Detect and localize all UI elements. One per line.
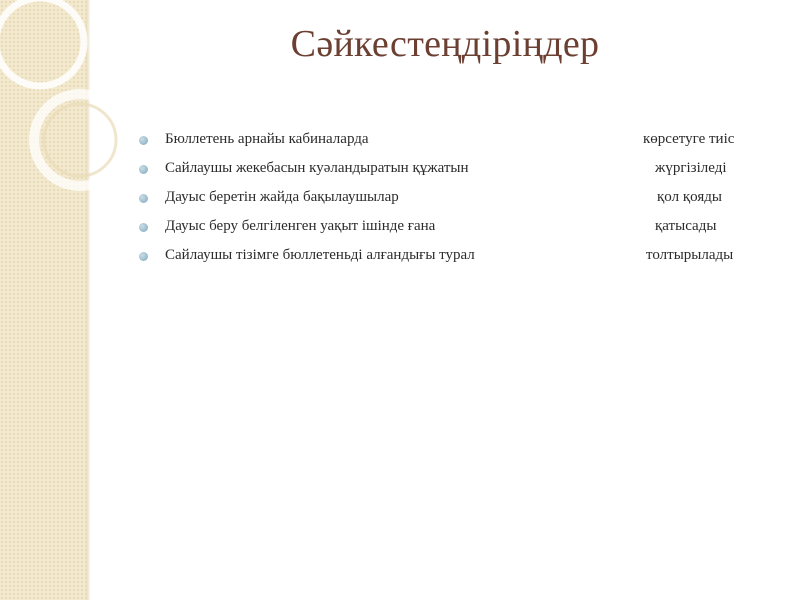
list-item <box>135 247 775 276</box>
item-right-text: қол қояды <box>657 189 722 205</box>
list-item <box>135 131 775 160</box>
item-left-text: Бюллетень арнайы кабиналарда <box>165 131 369 147</box>
item-left-text: Сайлаушы жекебасын куәландыратын құжатын <box>165 160 469 176</box>
bullet-icon <box>139 194 148 203</box>
decorative-ring-lower-inner <box>44 104 116 176</box>
bullet-icon <box>139 252 148 261</box>
item-right-text: жүргізіледі <box>655 160 727 176</box>
list-item <box>135 189 775 218</box>
decorative-ring-upper <box>0 0 84 86</box>
item-left-text: Сайлаушы тізімге бюллетеньді алғандығы турал <box>165 247 475 263</box>
list-item <box>135 160 775 189</box>
item-right-text: қатысады <box>655 218 717 234</box>
decorative-ring-lower <box>34 94 126 186</box>
slide-title: Сәйкестеңдіріңдер <box>290 23 600 65</box>
list-item <box>135 218 775 247</box>
item-right-text: толтырылады <box>646 247 734 263</box>
bullet-icon <box>139 223 148 232</box>
item-left-text: Дауыс беретін жайда бақылаушылар <box>165 189 399 205</box>
item-right-text: көрсетуге тиіс <box>643 131 735 147</box>
bullet-icon <box>139 136 148 145</box>
matching-list <box>135 131 775 276</box>
item-left-text: Дауыс беру белгіленген уақыт ішінде ғана <box>165 218 436 234</box>
bullet-icon <box>139 165 148 174</box>
